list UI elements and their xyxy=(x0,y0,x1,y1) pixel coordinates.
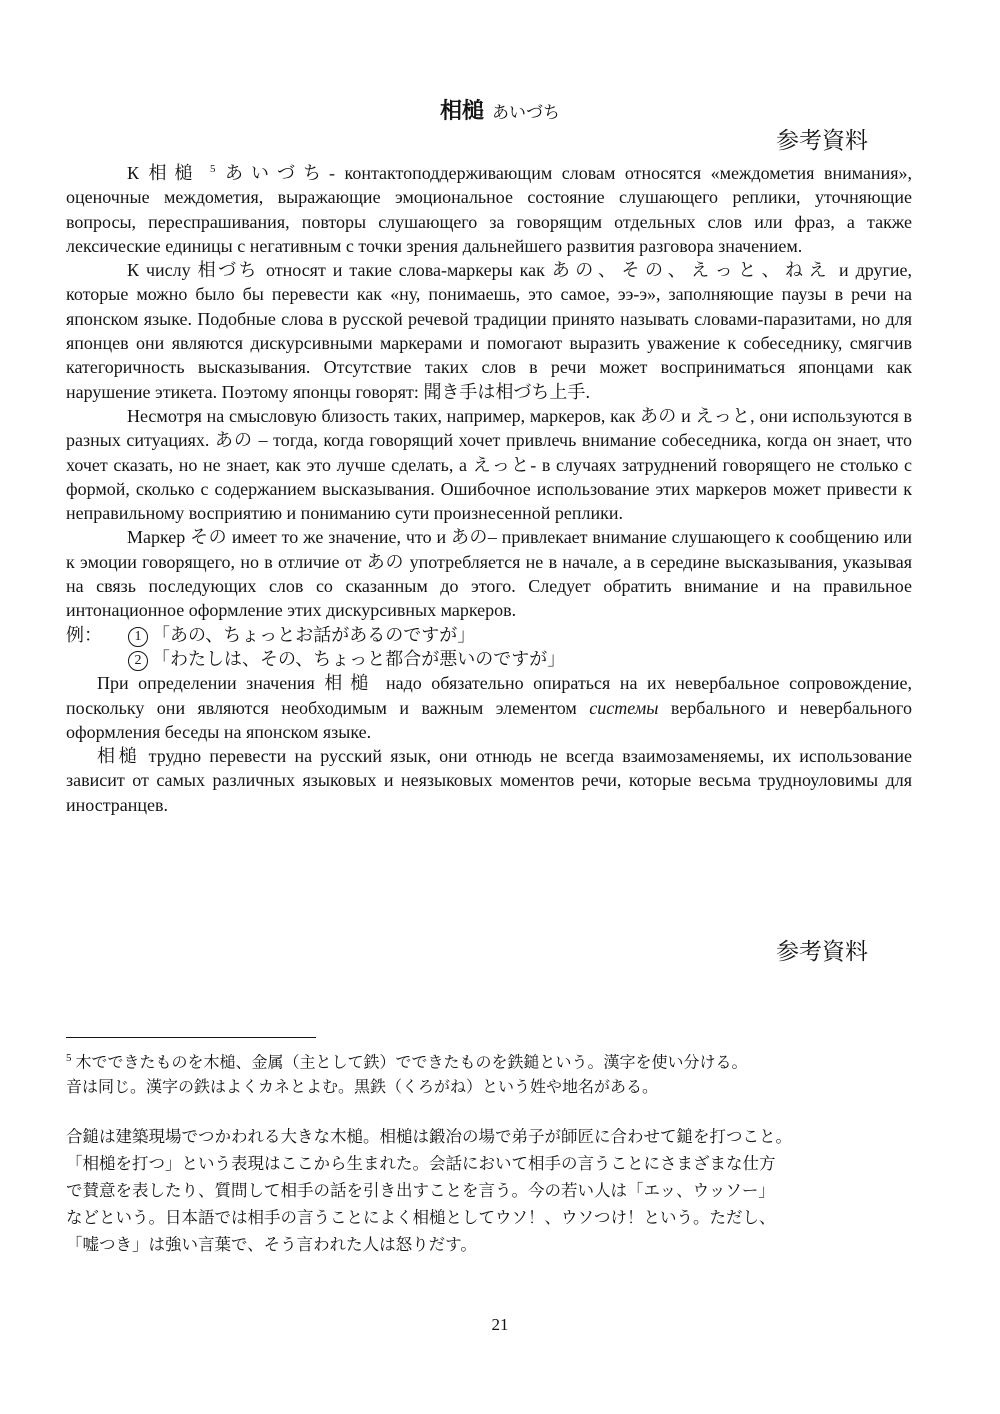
footnote-marker: 5 xyxy=(210,163,216,175)
japanese-term: えっと xyxy=(472,454,531,475)
paragraph-2: К числу 相づち относят и такие слова-маркеры как あの、その、えっと、ねえ и другие, которые можно было бы перевести как «ну, понимаешь, это самое, ээ-э», заполняющие паузы в речи на японском языке. Подобные слова в русской речевой традиции принято называть словами-паразитами, но для японцев они являются дискурсивными маркерами и помогают выразить уважение к собеседнику, смягчив категоричность высказывания. Отсутствие таких слов в речи может восприниматься японцами как нарушение этикета. Поэтому японцы говорят: 聞き手は相づち上手. xyxy=(66,260,912,402)
japanese-term: 相槌 xyxy=(148,163,201,183)
japanese-note-line-4: などという。日本語では相手の言うことによく相槌としてウソ！、ウソつけ！という。ただし、 xyxy=(66,1208,776,1227)
japanese-term: 聞き手は相づち上手 xyxy=(423,381,586,402)
circled-number-1: 1 xyxy=(128,627,148,647)
reference-label-bottom: 参考資料 xyxy=(776,939,868,964)
japanese-term: 相槌 xyxy=(97,746,141,767)
footnote-separator xyxy=(66,1037,316,1038)
japanese-note xyxy=(66,1123,924,1258)
paragraph-3: Несмотря на смысловую близость таких, например, маркеров, как あの и えっと, они используются в разных ситуациях. あの – тогда, когда говорящий хочет привлечь внимание собеседника, когда он знает, что хочет сказать, но не знает, как это лучше сделать, а えっと- в случаях затруднений говорящего не столько с формой, сколько с содержанием высказывания. Ошибочное использование этих маркеров может привести к неправильному восприятию и пониманию сути произнесенной реплики. xyxy=(66,405,913,524)
japanese-term: あの xyxy=(366,551,405,572)
footnote-line-1 xyxy=(66,1046,924,1075)
paragraph-6: 相槌 трудно перевести на русский язык, они отнюдь не всегда взаимозаменяемы, их использование зависит от самых различных языковых и неязыковых моментов речи, которые весьма трудноуловимы для иностранцев. xyxy=(66,746,912,815)
footnote xyxy=(66,1046,924,1100)
main-text xyxy=(66,157,912,817)
reference-label-top: 参考資料 xyxy=(776,128,868,153)
japanese-note-line-1: 合鎚は建築現場でつかわれる大きな木槌。相槌は鍛冶の場で弟子が師匠に合わせて鎚を打つこと。 xyxy=(66,1127,792,1146)
paragraph-1: К 相槌 $^5$ あいづち- контактоподдерживающим словам относятся «междометия внимания», оценочные междометия, выражающие эмоциональное состояние слушающего реплики, уточняющие вопросы, переспрашивания, повторы слушающего за говорящим отдельных слов или фраз, а также лексические единицы с негативным с точки зрения дальнейшего развития разговора значением. xyxy=(66,163,913,256)
japanese-note-line-5: 「嘘つき」は強い言葉で、そう言われた人は怒りだす。 xyxy=(66,1235,477,1254)
japanese-term: 相づち xyxy=(197,260,260,281)
japanese-note-line-2: 「相槌を打つ」という表現はここから生まれた。会話において相手の言うことにさまざまな仕方 xyxy=(66,1154,776,1173)
example-1 xyxy=(66,623,912,647)
japanese-term: あの xyxy=(451,527,488,548)
footnote-text-1: 木でできたものを木槌、金属（主として鉄）でできたものを鉄鎚という。漢字を使い分ける。 xyxy=(75,1054,748,1072)
japanese-note-line-3: で賛意を表したり、質問して相手の話を引き出すことを言う。今の若い人は「エッ、ウッソー」 xyxy=(66,1181,775,1200)
title-kanji: 相槌 xyxy=(439,98,484,123)
example-2 xyxy=(66,647,912,671)
japanese-term: あいづち xyxy=(225,163,329,183)
example-label: 例： xyxy=(66,624,102,645)
page-title xyxy=(0,96,1000,128)
paragraph-4: Маркер その имеет то же значение, что и あの– привлекает внимание слушающего к сообщению или к эмоции говорящего, но в отличие от あの употребляется не в начале, а в середине высказывания, указывая на связь последующих слов со сказанным до этого. Следует обратить внимание и на правильное интонационное оформление этих дискурсивных маркеров. xyxy=(66,527,913,621)
example-text-1: 「あの、ちょっとお話があるのですが」 xyxy=(152,624,476,645)
page-number: 21 xyxy=(491,1315,509,1334)
japanese-term: その xyxy=(190,527,227,548)
japanese-term: 相槌 xyxy=(324,673,377,694)
japanese-term: えっと xyxy=(695,405,751,426)
japanese-term: あの、その、えっと、ねえ xyxy=(551,260,832,281)
italic-term: системы xyxy=(589,697,659,718)
circled-number-2: 2 xyxy=(128,651,148,671)
japanese-term: あの xyxy=(640,405,677,426)
paragraph-5: При определении значения 相槌 надо обязательно опираться на их невербальное сопровождение, поскольку они являются необходимым и важным элементом системы вербального и невербального оформления беседы на японском языке. xyxy=(66,673,912,742)
footnote-number: 5 xyxy=(66,1052,72,1064)
title-kana: あいづち xyxy=(492,103,560,122)
japanese-term: あの xyxy=(214,430,254,451)
example-text-2: 「わたしは、その、ちょっと都合が悪いのですが」 xyxy=(152,648,566,669)
footnote-line-2: 音は同じ。漢字の鉄はよくカネとよむ。黒鉄（くろがね）という姓や地名がある。 xyxy=(66,1079,659,1097)
